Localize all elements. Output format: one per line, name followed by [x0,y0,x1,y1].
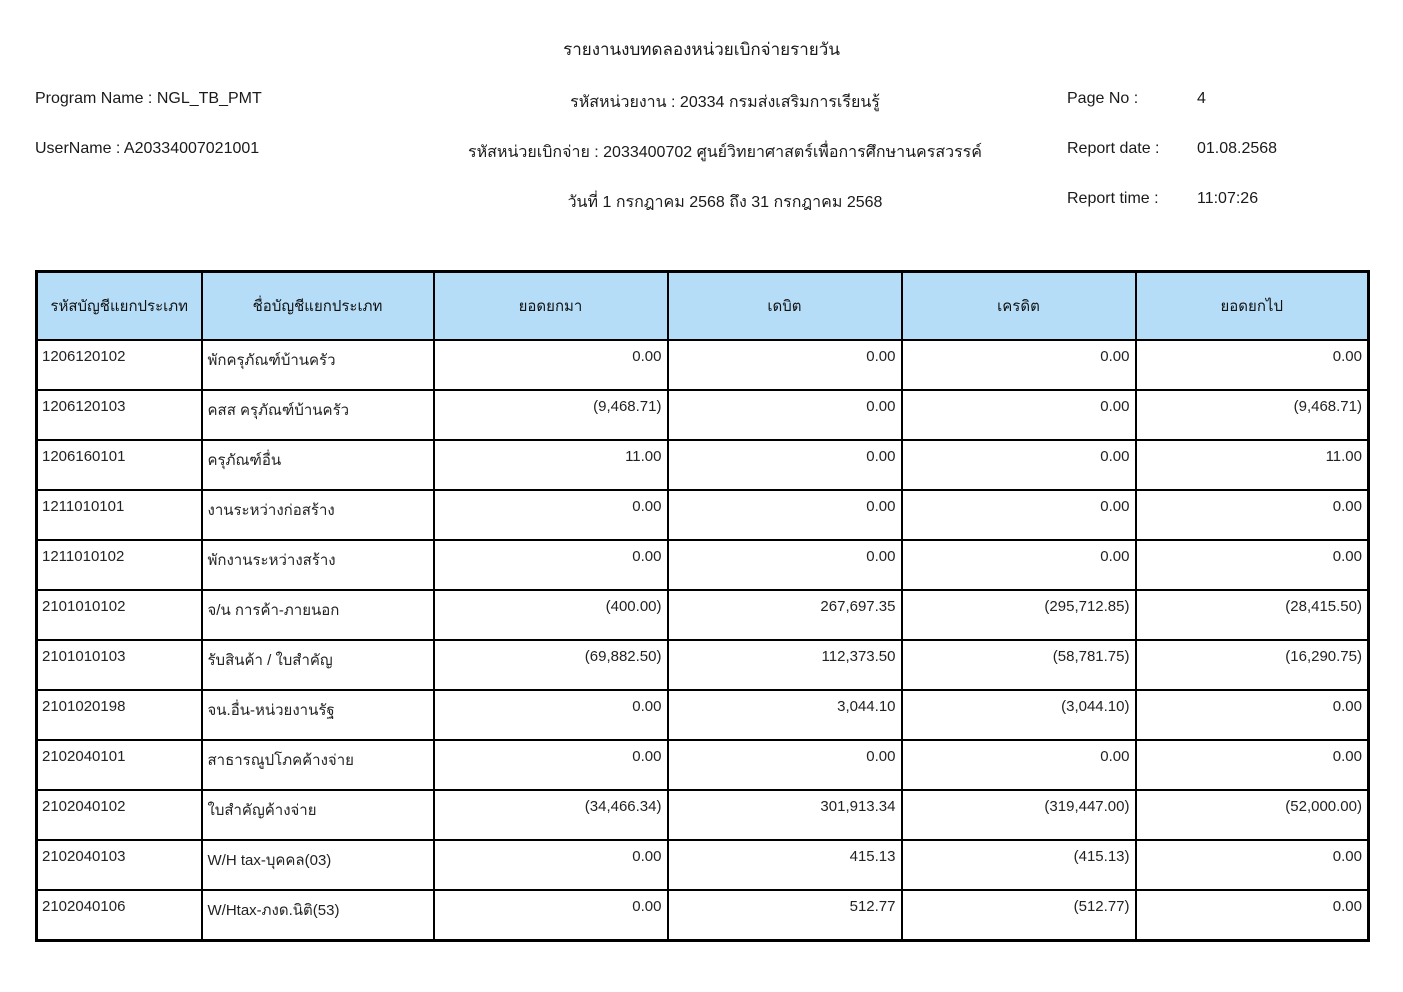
account-code: 1211010102 [37,540,202,590]
amount-carried-forward: (28,415.50) [1136,590,1369,640]
amount-credit: 0.00 [902,740,1136,790]
account-code: 1211010101 [37,490,202,540]
page-no-value: 4 [1197,90,1206,107]
program-name-line [35,90,435,108]
amount-debit: 301,913.34 [668,790,902,840]
date-range-line: วันที่ 1 กรกฎาคม 2568 ถึง 31 กรกฎาคม 2568 [567,194,883,211]
table-row [37,840,1369,890]
amount-brought-forward: (9,468.71) [434,390,668,440]
agency-line: รหัสหน่วยงาน : 20334 กรมส่งเสริมการเรียนรู้ [570,94,880,111]
amount-brought-forward: 0.00 [434,490,668,540]
amount-debit: 0.00 [668,740,902,790]
column-header-amount-carried-forward: ยอดยกไป [1136,272,1369,341]
amount-carried-forward: 0.00 [1136,740,1369,790]
account-name: ใบสำคัญค้างจ่าย [202,790,434,840]
column-header-account-code: รหัสบัญชีแยกประเภท [37,272,202,341]
report-date-value: 01.08.2568 [1197,140,1278,157]
amount-credit: (3,044.10) [902,690,1136,740]
report-date-line [1067,140,1397,158]
username-line [35,140,435,158]
amount-brought-forward: 0.00 [434,690,668,740]
table-row [37,340,1369,390]
amount-debit: 3,044.10 [668,690,902,740]
amount-debit: 415.13 [668,840,902,890]
amount-credit: 0.00 [902,540,1136,590]
amount-credit: 0.00 [902,390,1136,440]
amount-carried-forward: 0.00 [1136,540,1369,590]
account-name: พักงานระหว่างสร้าง [202,540,434,590]
report-title: รายงานงบทดลองหน่วยเบิกจ่ายรายวัน [563,40,840,59]
trial-balance-table [35,270,1370,942]
disbursement-line: รหัสหน่วยเบิกจ่าย : 2033400702 ศูนย์วิทยาศาสตร์เพื่อการศึกษานครสวรรค์ [468,144,982,161]
program-name-value: NGL_TB_PMT [156,90,262,107]
amount-credit: (319,447.00) [902,790,1136,840]
table-row [37,490,1369,540]
account-code: 2101010103 [37,640,202,690]
account-code: 2102040106 [37,890,202,940]
amount-brought-forward: 0.00 [434,340,668,390]
amount-carried-forward: 0.00 [1136,840,1369,890]
amount-credit: (58,781.75) [902,640,1136,690]
account-name: ครุภัณฑ์อื่น [202,440,434,490]
table-row [37,440,1369,490]
account-code: 2102040101 [37,740,202,790]
account-code: 1206120102 [37,340,202,390]
amount-debit: 112,373.50 [668,640,902,690]
column-header-amount-brought-forward: ยอดยกมา [434,272,668,341]
amount-debit: 512.77 [668,890,902,940]
amount-carried-forward: 0.00 [1136,690,1369,740]
account-name: W/Htax-ภงด.นิติ(53) [202,890,434,940]
amount-brought-forward: 0.00 [434,890,668,940]
amount-debit: 0.00 [668,340,902,390]
amount-debit: 0.00 [668,390,902,440]
column-header-account-name: ชื่อบัญชีแยกประเภท [202,272,434,341]
amount-debit: 0.00 [668,540,902,590]
page-no-line [1067,90,1397,108]
account-code: 2101010102 [37,590,202,640]
amount-credit: 0.00 [902,490,1136,540]
amount-brought-forward: 0.00 [434,840,668,890]
column-header-amount-debit: เดบิต [668,272,902,341]
account-code: 1206120103 [37,390,202,440]
username-label: UserName : [35,140,121,157]
account-name: งานระหว่างก่อสร้าง [202,490,434,540]
amount-debit: 267,697.35 [668,590,902,640]
amount-carried-forward: (52,000.00) [1136,790,1369,840]
amount-brought-forward: (69,882.50) [434,640,668,690]
report-time-line [1067,190,1397,208]
report-table-body [37,340,1369,940]
amount-carried-forward: 0.00 [1136,490,1369,540]
account-code: 2102040103 [37,840,202,890]
amount-brought-forward: (400.00) [434,590,668,640]
report-time-value: 11:07:26 [1197,190,1259,207]
page-no-label: Page No : [1067,90,1139,107]
table-header-row [37,272,1369,341]
username-value: A20334007021001 [123,140,260,157]
account-name: พักครุภัณฑ์บ้านครัว [202,340,434,390]
amount-credit: (415.13) [902,840,1136,890]
account-name: คสส ครุภัณฑ์บ้านครัว [202,390,434,440]
account-name: รับสินค้า / ใบสำคัญ [202,640,434,690]
amount-brought-forward: 0.00 [434,540,668,590]
account-name: สาธารณูปโภคค้างจ่าย [202,740,434,790]
account-code: 1206160101 [37,440,202,490]
table-row [37,690,1369,740]
program-name-label: Program Name : [35,90,153,107]
table-row [37,590,1369,640]
table-row [37,640,1369,690]
amount-credit: 0.00 [902,440,1136,490]
report-date-label: Report date : [1067,140,1160,157]
amount-brought-forward: 11.00 [434,440,668,490]
table-row [37,540,1369,590]
table-row [37,740,1369,790]
account-code: 2102040102 [37,790,202,840]
account-name: W/H tax-บุคคล(03) [202,840,434,890]
amount-carried-forward: 0.00 [1136,340,1369,390]
table-row [37,790,1369,840]
report-time-label: Report time : [1067,190,1159,207]
table-row [37,890,1369,940]
amount-carried-forward: 11.00 [1136,440,1369,490]
amount-credit: (512.77) [902,890,1136,940]
amount-debit: 0.00 [668,440,902,490]
amount-carried-forward: (16,290.75) [1136,640,1369,690]
amount-carried-forward: 0.00 [1136,890,1369,940]
amount-brought-forward: (34,466.34) [434,790,668,840]
amount-brought-forward: 0.00 [434,740,668,790]
account-name: จน.อื่น-หน่วยงานรัฐ [202,690,434,740]
table-row [37,390,1369,440]
column-header-amount-credit: เครดิต [902,272,1136,341]
amount-carried-forward: (9,468.71) [1136,390,1369,440]
amount-debit: 0.00 [668,490,902,540]
amount-credit: (295,712.85) [902,590,1136,640]
amount-credit: 0.00 [902,340,1136,390]
account-code: 2101020198 [37,690,202,740]
account-name: จ/น การค้า-ภายนอก [202,590,434,640]
